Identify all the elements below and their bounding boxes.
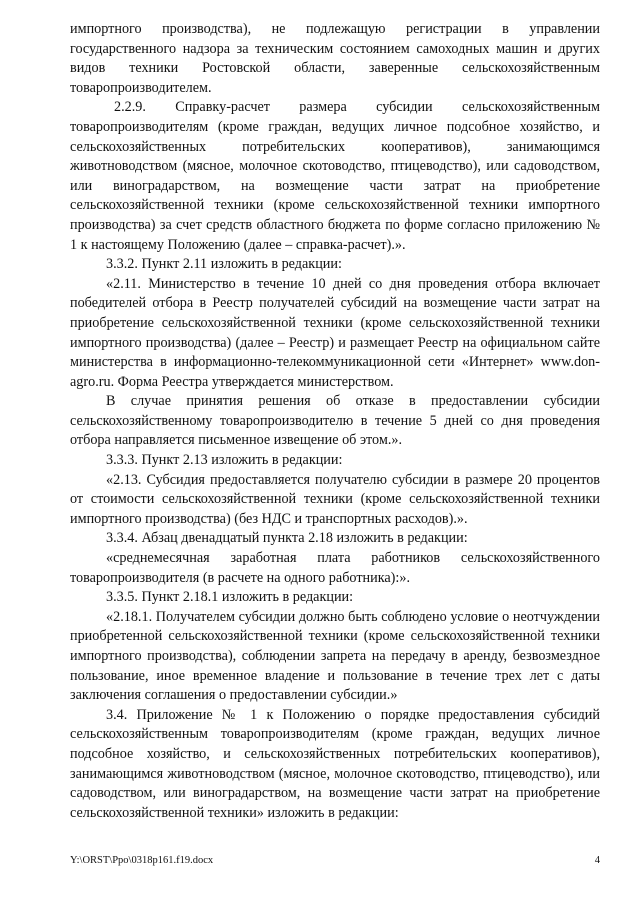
paragraph-2-11: «2.11. Министерство в течение 10 дней со дня проведения отбора включает победителей отбора в Реестр получателей субсидий на возмещение части затрат на приобретение сельскохозяйственной техники (кроме сельскохозяйственной техники импортного производства) (далее – Реестр) и размещает Реестр на официальном сайте министерства в информационно-телекоммуникационной сети «Интернет» www.don-agro.ru. Форма Реестра утверждается министерством.	[70, 275, 600, 390]
paragraph-3-3-2-heading: 3.3.2. Пункт 2.11 изложить в редакции:	[106, 256, 342, 273]
paragraph-3-4: 3.4. Приложение № 1 к Положению о порядке предоставления субсидий сельскохозяйственным товаропроизводителям (кроме граждан, ведущих личное подсобное хозяйство, и сельскохозяйственных потребительских кооперативов), занимающимся животноводством (мясное, молочное скотоводство, птицеводство), или садоводством, или виноградарством, на возмещение части затрат на приобретение сельскохозяйственной техники» изложить в редакции:	[70, 706, 600, 821]
paragraph-refusal: В случае принятия решения об отказе в предоставлении субсидии сельскохозяйственному товаропроизводителю в течение 5 дней со дня проведения отбора направляется письменное извещение об этом.».	[70, 393, 600, 449]
paragraph-average-salary: «среднемесячная заработная плата работников сельскохозяйственного товаропроизводителя (в расчете на одного работника):».	[70, 550, 600, 586]
paragraph-3-3-4-heading: 3.3.4. Абзац двенадцатый пункта 2.18 изложить в редакции:	[106, 530, 468, 547]
page-number: 4	[594, 855, 600, 866]
paragraph-2-2-9: 2.2.9. Справку-расчет размера субсидии сельскохозяйственным товаропроизводителям (кроме граждан, ведущих личное подсобное хозяйство, и сельскохозяйственных потребительских кооперативов), занимающимся животноводством (мясное, молочное скотоводство, птицеводство), или садоводством, или виноградарством, на возмещение части затрат на приобретение сельскохозяйственной техники (кроме сельскохозяйственной техники импортного производства) за счет средств областного бюджета по форме согласно приложению № 1 к настоящему Положению (далее – справка-расчет).».	[70, 99, 600, 253]
paragraph-3-3-3-heading: 3.3.3. Пункт 2.13 изложить в редакции:	[106, 452, 343, 469]
paragraph-2-18-1: «2.18.1. Получателем субсидии должно быть соблюдено условие о неотчуждении приобретенной сельскохозяйственной техники (кроме сельскохозяйственной техники импортного производства), соблюдении запрета на передачу в аренду, безвозмездное пользование, иное временное владение и пользование в течение трех лет с даты заключения соглашения о предоставлении субсидии.»	[70, 608, 600, 704]
paragraph-2-13: «2.13. Субсидия предоставляется получателю субсидии в размере 20 процентов от стоимости сельскохозяйственной техники (кроме сельскохозяйственной техники импортного производства) (без НДС и транспортных расходов).».	[70, 471, 600, 527]
document-body	[70, 20, 600, 823]
paragraph-3-3-5-heading: 3.3.5. Пункт 2.18.1 изложить в редакции:	[106, 589, 354, 606]
paragraph-continuation: импортного производства), не подлежащую регистрации в управлении государственного надзора за техническим состоянием самоходных машин и других видов техники Ростовской области, заверенные сельскохозяйственным товаропроизводителем.	[70, 21, 600, 96]
footer-file-path: Y:\ORST\Ppo\0318p161.f19.docx	[70, 855, 214, 866]
